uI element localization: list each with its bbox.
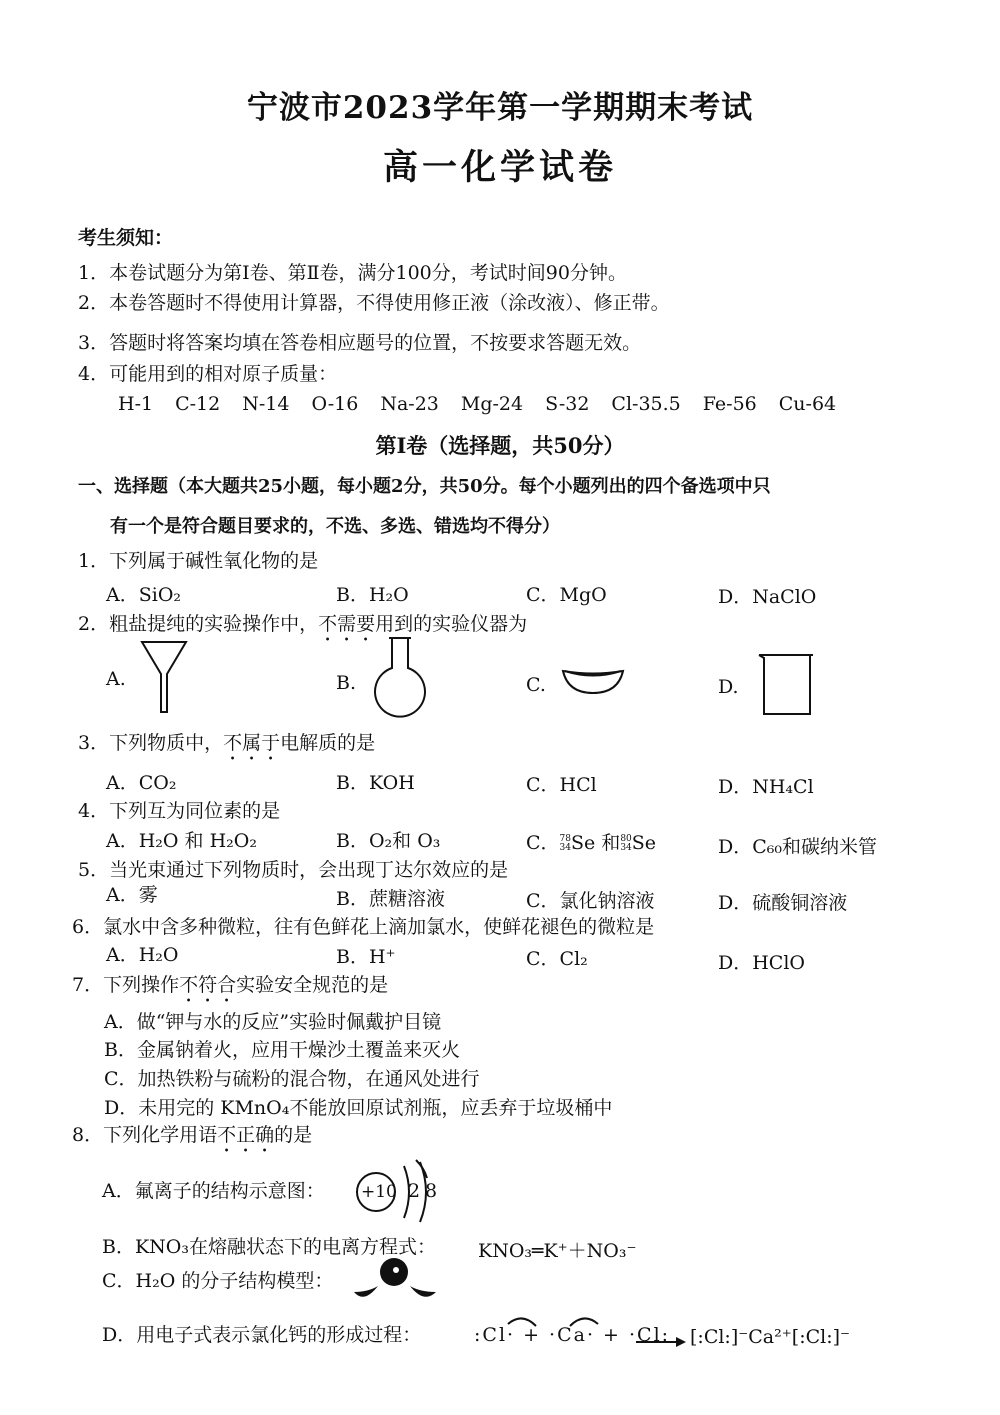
section-instruction-1: 一、选择题（本大题共25小题，每小题2分，共50分。每个小题列出的四个备选项中只 <box>78 476 771 497</box>
q2-option-b[interactable]: B. <box>336 672 357 694</box>
q8-stem-emphasis: 不正确 <box>217 1124 275 1146</box>
mass-fe: Fe-56 <box>702 393 757 415</box>
funnel-icon <box>140 640 190 715</box>
q5-option-b[interactable]: B．蔗糖溶液 <box>336 888 445 910</box>
q8-option-d[interactable]: D．用电子式表示氯化钙的形成过程： <box>102 1324 422 1346</box>
q5-option-a[interactable]: A．雾 <box>106 884 158 906</box>
q4-isotope1-symbol: Se 和 <box>571 832 621 854</box>
mass-c: C-12 <box>175 393 221 415</box>
mass-o: O-16 <box>311 393 359 415</box>
notice-item-3: 3．答题时将答案均填在答卷相应题号的位置，不按要求答题无效。 <box>78 332 642 354</box>
electron-transfer-arrows <box>500 1310 610 1330</box>
q8-a-nucleus-charge: +10 <box>361 1182 397 1202</box>
q7-stem <box>72 970 388 1007</box>
q8-stem-post: 的是 <box>274 1124 313 1146</box>
mass-mg: Mg-24 <box>460 393 524 415</box>
mass-cu: Cu-64 <box>778 393 837 415</box>
q4-isotope2-mass: 80 <box>620 834 632 844</box>
q3-stem-emphasis: 不属于 <box>223 732 281 754</box>
mass-na: Na-23 <box>380 393 439 415</box>
q7-option-d[interactable]: D．未用完的 KMnO₄不能放回原试剂瓶，应丢弃于垃圾桶中 <box>104 1097 613 1119</box>
section-instruction-2: 有一个是符合题目要求的，不选、多选、错选均不得分） <box>110 516 560 537</box>
q2-stem-emphasis: 不需要 <box>318 613 376 635</box>
q4-isotope1-mass: 78 <box>559 834 571 844</box>
q7-option-a[interactable]: A．做“钾与水的反应”实验时佩戴护目镜 <box>104 1011 442 1033</box>
q2-stem-post: 用到的实验仪器为 <box>375 613 528 635</box>
mass-n: N-14 <box>242 393 290 415</box>
q2-stem-pre: 2．粗盐提纯的实验操作中， <box>78 613 319 635</box>
beaker-icon <box>756 652 816 718</box>
q4-option-c-label: C． <box>526 832 560 854</box>
mass-cl: Cl-35.5 <box>611 393 681 415</box>
q5-stem: 5．当光束通过下列物质时，会出现丁达尔效应的是 <box>78 859 509 881</box>
q7-stem-emphasis: 不符合 <box>179 974 237 996</box>
q8-stem-pre: 8．下列化学用语 <box>72 1124 218 1146</box>
q1-option-c[interactable]: C．MgO <box>526 584 607 606</box>
q2-option-a[interactable]: A. <box>106 668 126 690</box>
q8-option-c[interactable]: C．H₂O 的分子结构模型： <box>102 1270 334 1292</box>
notice-heading: 考生须知： <box>78 227 174 249</box>
q1-option-d[interactable]: D．NaClO <box>718 586 817 608</box>
round-flask-icon <box>370 636 430 720</box>
q3-option-a[interactable]: A．CO₂ <box>106 772 177 794</box>
q4-isotope1-numbers <box>560 835 571 853</box>
q8-option-a[interactable]: A．氟离子的结构示意图： <box>102 1180 325 1202</box>
arrow-icon <box>636 1336 686 1348</box>
q8-d-product: [:Cl:]⁻Ca²⁺[:Cl:]⁻ <box>690 1326 851 1348</box>
mass-s: S-32 <box>545 393 590 415</box>
notice-item-1: 1．本卷试题分为第Ⅰ卷、第Ⅱ卷，满分100分，考试时间90分钟。 <box>78 262 627 284</box>
q4-option-b[interactable]: B．O₂和 O₃ <box>336 830 441 852</box>
q8-b-equation: KNO₃═K⁺＋NO₃⁻ <box>478 1240 637 1262</box>
q4-option-a[interactable]: A．H₂O 和 H₂O₂ <box>106 830 257 852</box>
notice-item-4: 4．可能用到的相对原子质量： <box>78 363 338 385</box>
water-molecule-model <box>350 1256 440 1308</box>
q4-stem: 4．下列互为同位素的是 <box>78 800 281 822</box>
q4-option-c[interactable] <box>526 828 656 855</box>
evaporating-dish-icon <box>560 666 626 696</box>
q3-option-b[interactable]: B．KOH <box>336 772 415 794</box>
q4-isotope2-numbers <box>620 835 631 853</box>
q6-option-d[interactable]: D．HClO <box>718 952 805 974</box>
q2-option-d[interactable]: D. <box>718 676 739 698</box>
q3-stem-post: 电解质的是 <box>280 732 376 754</box>
q3-stem-pre: 3．下列物质中， <box>78 732 224 754</box>
q7-option-b[interactable]: B．金属钠着火，应用干燥沙土覆盖来灭火 <box>104 1039 460 1061</box>
q8-d-reactants: :Cl· + ·Ca· + ·Cl: <box>474 1324 671 1346</box>
q1-option-b[interactable]: B．H₂O <box>336 584 409 606</box>
q3-option-c[interactable]: C．HCl <box>526 774 597 796</box>
q8-a-shell1: 2 <box>408 1180 421 1202</box>
q5-option-c[interactable]: C．氯化钠溶液 <box>526 890 655 912</box>
q6-option-c[interactable]: C．Cl₂ <box>526 948 588 970</box>
q6-option-a[interactable]: A．H₂O <box>106 944 179 966</box>
q6-option-b[interactable]: B．H⁺ <box>336 946 396 968</box>
q6-stem: 6．氯水中含多种微粒，往有色鲜花上滴加氯水，使鲜花褪色的微粒是 <box>72 916 655 938</box>
q7-option-c[interactable]: C．加热铁粉与硫粉的混合物，在通风处进行 <box>104 1068 480 1090</box>
q1-option-a[interactable]: A．SiO₂ <box>106 584 182 606</box>
mass-h: H-1 <box>118 393 154 415</box>
q4-option-d[interactable]: D．C₆₀和碳纳米管 <box>718 836 878 858</box>
exam-subtitle: 高一化学试卷 <box>382 147 617 188</box>
q3-stem <box>78 728 375 765</box>
q4-isotope1-atomic-number: 34 <box>559 843 571 853</box>
q3-option-d[interactable]: D．NH₄Cl <box>718 776 814 798</box>
section-title: 第Ⅰ卷（选择题，共50分） <box>375 433 625 458</box>
exam-title: 宁波市2023学年第一学期期末考试 <box>246 90 754 126</box>
q5-option-d[interactable]: D．硫酸铜溶液 <box>718 892 848 914</box>
atomic-mass-list <box>118 393 858 415</box>
q8-stem <box>72 1120 312 1157</box>
q4-isotope2-atomic-number: 34 <box>620 843 632 853</box>
q4-isotope2-symbol: Se <box>631 832 657 854</box>
q7-stem-post: 实验安全规范的是 <box>236 974 389 996</box>
q2-option-c[interactable]: C. <box>526 674 546 696</box>
q8-a-shell2: 8 <box>425 1180 438 1202</box>
notice-item-2: 2．本卷答题时不得使用计算器，不得使用修正液（涂改液）、修正带。 <box>78 292 670 314</box>
q7-stem-pre: 7．下列操作 <box>72 974 180 996</box>
q8-option-b[interactable]: B．KNO₃在熔融状态下的电离方程式： <box>102 1236 436 1258</box>
q1-stem: 1．下列属于碱性氧化物的是 <box>78 550 319 572</box>
